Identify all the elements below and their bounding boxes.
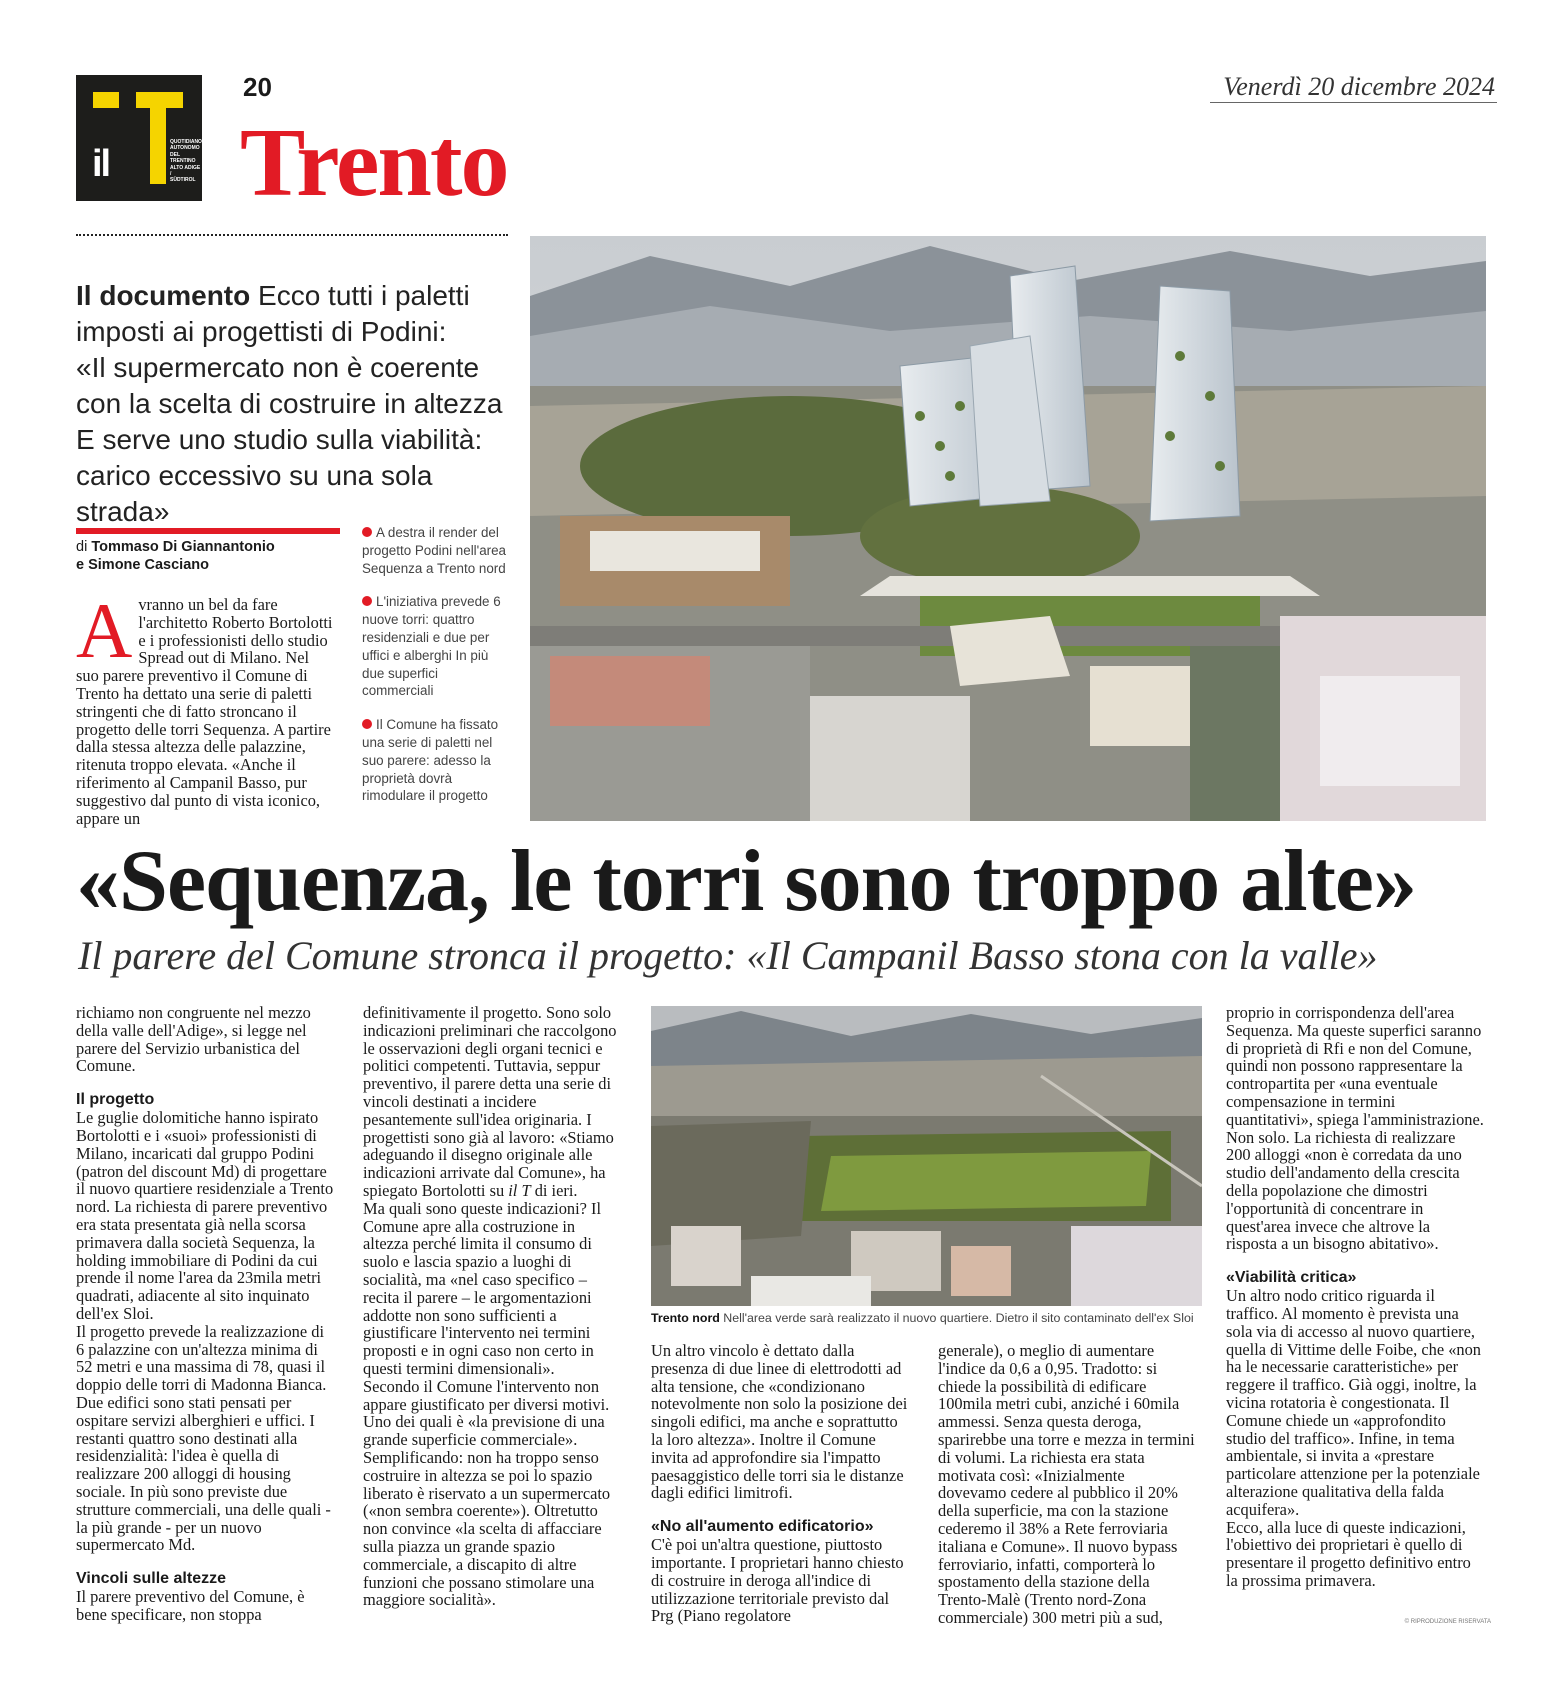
dotted-divider (76, 234, 508, 236)
date-rule (1210, 102, 1497, 103)
article-column-5: proprio in corrispondenza dell'area Sequenza. Ma queste superfici saranno di proprietà di Rfi e non del Comune, quindi non possono rappresentare la contropartita per «una eventuale compensazione in termini quantitativi», spiega l'amministrazione. Non solo. La richiesta di realizzare 200 alloggi «non è corredata da uno studio dell'andamento della crescita della popolazione che dimostri l'opportunità di concentrare in quest'area invece che altrove la risposta a un bisogno abitativo». «Viabilità critica» Un altro nodo critico riguarda il traffico. Al momento è prevista una sola via di accesso al nuovo quartiere, quella di Vittime delle Foibe, che «non ha le necessarie caratteristiche» per reggere il traffico. Già oggi, inoltre, la vicina rotatoria è congestionata. Il Comune chiede un «approfondito studio del traffico». Infine, in tema ambientale, si invita a «prestare particolare attenzione per la potenziale alterazione qualitativa della falda acquifera». Ecco, alla luce di queste indicazioni, l'obiettivo dei proprietari è quello di presentare il progetto definitivo entro la prossima primavera. (1226, 1003, 1484, 1590)
trento-nord-aerial-photo (651, 1006, 1202, 1306)
logo-i-dot (93, 92, 119, 108)
subtitle-vincoli: Vincoli sulle altezze (76, 1570, 226, 1588)
lead-label: Il documento (76, 280, 251, 311)
subtitle-il-progetto: Il progetto (76, 1091, 155, 1109)
page-number: 20 (243, 72, 272, 102)
logo-t-bar (136, 92, 183, 108)
newspaper-logo (76, 75, 202, 201)
copyright-notice: © RIPRODUZIONE RISERVATA (1404, 1619, 1491, 1625)
side-note: A destra il render del progetto Podini nell'area Sequenza a Trento nord (362, 525, 507, 576)
bullet-dot-icon (362, 719, 372, 729)
article-column-2: definitivamente il progetto. Sono solo indicazioni preliminari che raccolgono le osservazioni degli organi tecnici e politici competenti. Tuttavia, seppur preventivo, il parere detta una serie di vincoli destinati a incidere pesantemente sull'idea originaria. I progettisti sono già al lavoro: «Stiamo adeguando il disegno originale alle indicazioni arrivate dal Comune», ha spiegato Bortolotti su il T di ieri. Ma quali sono queste indicazioni? Il Comune apre alla costruzione in altezza perché limita il consumo di suolo e lascia spazio a luoghi di socialità, ma «nel caso specifico – recita il parere – le argomentazioni addotte non sono sufficienti a giustificare l'intervento nei termini proposti e in ogni caso non certo in questi termini dimensionali». Secondo il Comune l'intervento non appare giustificato per diversi motivi. Uno dei quali è «la previsione di una grande superficie commerciale». Semplificando: non ha troppo senso costruire in altezza se poi lo spazio liberato è riservato a un supermercato («non sembra coerente»). Oltretutto non convince «la scelta di affacciare sulla piazza un grande spazio commerciale, a discapito di altre funzioni che possano stimolare una maggiore socialità». (363, 1003, 617, 1610)
subheadline: Il parere del Comune stronca il progetto: «Il Campanil Basso stona con la valle» (78, 933, 1378, 978)
subtitle-aumento-edificatorio: «No all'aumento edificatorio» (651, 1518, 874, 1536)
subtitle-viabilita: «Viabilità critica» (1226, 1269, 1357, 1287)
bullet-dot-icon (362, 527, 372, 537)
logo-t-stem (150, 108, 166, 184)
article-intro: Avranno un bel da fare l'architetto Roberto Bortolotti e i professionisti dello studio Spread out di Milano. Nel suo parere preventivo il Comune di Trento ha dettato una serie di paletti stringenti che di fatto stroncano il progetto delle torri Sequenza. A partire dalla stessa altezza delle palazzine, ritenuta troppo elevata. «Anche il riferimento al Campanil Basso, pur suggestivo dal punto di vista iconico, appare un (76, 587, 333, 828)
side-note: L'iniziativa prevede 6 nuove torri: quattro residenziali e due per uffici e alberghi In più due superfici commerciali (362, 594, 501, 699)
issue-date: Venerdì 20 dicembre 2024 (1223, 72, 1495, 101)
lead-summary: Il documento Ecco tutti i paletti imposti ai progettisti di Podini: «Il supermercato non è coerente con la scelta di costruire in altezza E serve uno studio sulla viabilità: carico eccessivo su una sola strada» (76, 280, 503, 527)
byline: di Tommaso Di Giannantonio e Simone Casciano (76, 539, 275, 573)
logo-tagline: QUOTIDIANO AUTONOMO DEL TRENTINO ALTO ADIGE / SÜDTIROL (170, 139, 202, 184)
photo-caption: Trento nord Nell'area verde sarà realizzato il nuovo quartiere. Dietro il sito contaminato dell'ex Sloi (651, 1311, 1194, 1325)
article-column-3: Un altro vincolo è dettato dalla presenza di due linee di elettrodotti ad alta tensione, che «condizionano notevolmente non solo la posizione dei singoli edifici, ma anche e soprattutto la loro altezza». Inoltre il Comune invita ad approfondire sia l'impatto paesaggistico delle torri sia le distanze dagli edifici limitrofi. «No all'aumento edificatorio» C'è poi un'altra questione, piuttosto importante. I proprietari hanno chiesto di costruire in deroga all'indice di utilizzazione territoriale previsto dal Prg (Piano regolatore (651, 1341, 908, 1626)
project-render-photo (530, 236, 1486, 821)
bullet-dot-icon (362, 596, 372, 606)
side-note: Il Comune ha fissato una serie di paletti nel suo parere: adesso la proprietà dovrà rimodulare il progetto (362, 717, 499, 804)
side-notes (362, 524, 512, 821)
byline-rule (76, 528, 340, 534)
article-column-1: richiamo non congruente nel mezzo della valle dell'Adige», si legge nel parere del Servizio urbanistica del Comune. Il progetto Le guglie dolomitiche hanno ispirato Bortolotti e i «suoi» professionisti di Milano, incaricati dal gruppo Podini (patron del discount Md) di progettare il nuovo quartiere residenziale a Trento nord. La richiesta di parere preventivo era stata presentata già nella scorsa primavera dalla società Sequenza, la holding immobiliare di Podini da cui prende il nome l'area da 23mila metri quadrati, adiacente al sito inquinato dell'ex Sloi. Il progetto prevede la realizzazione di 6 palazzine con un'altezza minima di 52 metri e una massima di 78, quasi il doppio delle torri di Madonna Bianca. Due edifici sono stati pensati per ospitare servizi alberghieri e uffici. I restanti quattro sono destinati alla residenzialità: l'idea è quella di realizzare 200 alloggi di housing sociale. In più sono previste due strutture commerciali, una delle quali - la più grande - per un nuovo supermercato Md. Vincoli sulle altezze Il parere preventivo del Comune, è bene specificare, non stoppa (76, 1003, 334, 1624)
section-title: Trento (240, 109, 508, 217)
headline: «Sequenza, le torri sono troppo alte» (76, 833, 1416, 930)
dropcap: A (76, 587, 133, 674)
article-column-4: generale), o meglio di aumentare l'indice da 0,6 a 0,95. Tradotto: si chiede la possibilità di edificare 100mila metri cubi, anziché i 60mila ammessi. Senza questa deroga, sparirebbe una torre e mezza in termini di volumi. La richiesta era stata motivata così: «Inizialmente dovevamo cedere al pubblico il 20% della superficie, ma con la stazione cederemo il 38% a Rete ferroviaria italiana e Comune». Il nuovo bypass ferroviario, infatti, comporterà lo spostamento della stazione della Trento-Malè (Trento nord-Zona commerciale) 300 metri più a sud, (938, 1341, 1195, 1627)
logo-letters: il (92, 143, 110, 185)
